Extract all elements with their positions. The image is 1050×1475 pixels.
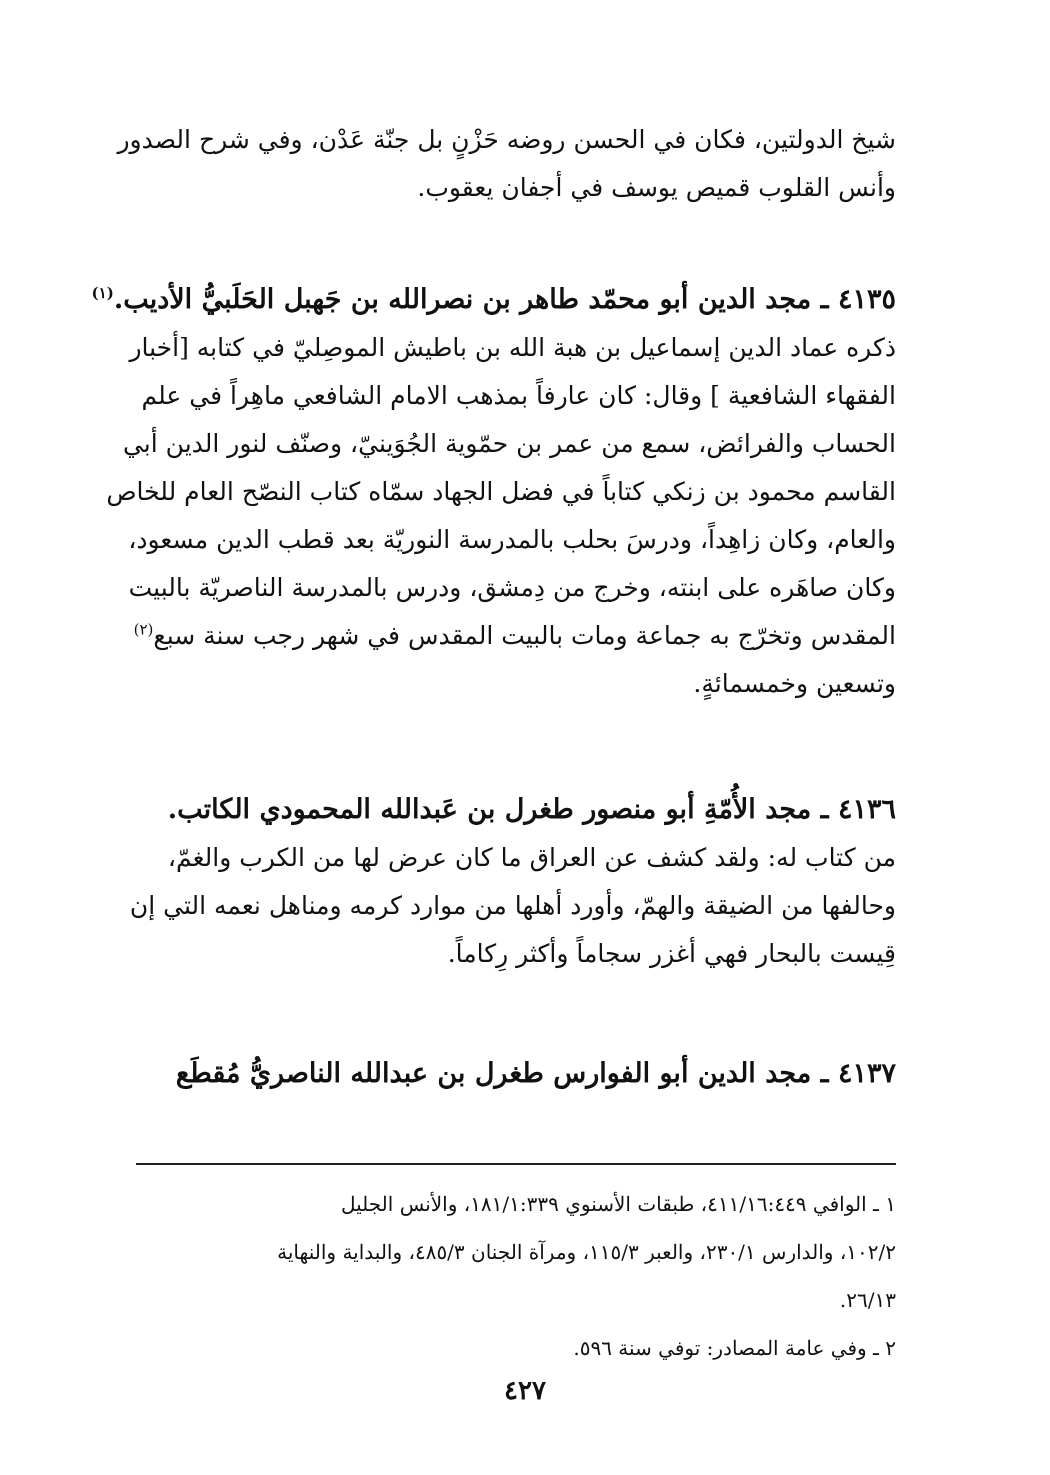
text-line — [133, 612, 896, 660]
text-line: وحالفها من الضيقة والهمّ، وأورد أهلها من موارد كرمه ومناهل نعمه التي إن — [129, 891, 896, 920]
entry-heading — [91, 276, 896, 324]
text-line: شيخ الدولتين، فكان في الحسن روضه حَزْنٍ بل جنّة عَدْن، وفي شرح الصدور — [117, 125, 896, 154]
footnote-line: ٢٦/١٣. — [839, 1288, 896, 1312]
footnote-line: ٢ ـ وفي عامة المصادر: توفي سنة ٥٩٦. — [573, 1336, 896, 1360]
text-line: وكان صاهَره على ابنته، وخرج من دِمشق، ودرس بالمدرسة الناصريّة بالبيت — [128, 573, 896, 602]
footnotes — [136, 1180, 896, 1372]
text-line: ذكره عماد الدين إسماعيل بن هبة الله بن باطيش الموصِليّ في كتابه [أخبار — [129, 333, 896, 362]
entry-4137 — [136, 1050, 896, 1098]
text-line: والعام، وكان زاهِداً، ودرسَ بحلب بالمدرسة النوريّة بعد قطب الدين مسعود، — [128, 525, 896, 554]
intro-paragraph — [117, 116, 896, 212]
entry-heading: ٤١٣٦ ـ مجد الأُمّةِ أبو منصور طغرل بن عَبدالله المحمودي الكاتب. — [167, 794, 896, 825]
footnote-marker: (٢) — [133, 620, 154, 639]
text-line: وتسعين وخمسمائةٍ. — [693, 669, 896, 698]
footnote-marker: (١) — [91, 284, 114, 302]
page-number: ٤٢٧ — [504, 1376, 546, 1406]
entry-4136 — [129, 786, 896, 978]
text-line: الحساب والفرائض، سمع من عمر بن حمّوية الجُوَينيّ، وصنّف لنور الدين أبي — [122, 429, 896, 458]
text-line: القاسم محمود بن زنكي كتاباً في فضل الجهاد سمّاه كتاب النصّح العام للخاص — [106, 477, 896, 506]
heading-text: ٤١٣٥ ـ مجد الدين أبو محمّد طاهر بن نصرالله بن جَهبل الحَلَبيُّ الأديب. — [113, 284, 896, 315]
footnote-line: ١٠٢/٢، والدارس ٢٣٠/١، والعبر ١١٥/٣، ومرآة الجنان ٤٨٥/٣، والبداية والنهاية — [277, 1240, 896, 1264]
entry-heading: ٤١٣٧ ـ مجد الدين أبو الفوارس طغرل بن عبدالله الناصريُّ مُقطَع — [175, 1058, 896, 1089]
text-line: من كتاب له: ولقد كشف عن العراق ما كان عرض لها من الكرب والغمّ، — [167, 843, 896, 872]
entry-4135 — [91, 276, 896, 708]
footnote-divider — [136, 1163, 896, 1165]
line-text: المقدس وتخرّج به جماعة ومات بالبيت المقدس في شهر رجب سنة سبع — [153, 621, 896, 650]
text-line: قِيست بالبحار فهي أغزر سجاماً وأكثر رِكاماً. — [447, 939, 896, 968]
text-line: وأنس القلوب قميص يوسف في أجفان يعقوب. — [417, 173, 896, 202]
text-line: الفقهاء الشافعية ] وقال: كان عارفاً بمذهب الامام الشافعي ماهِراً في علم — [141, 381, 896, 410]
footnote-line: ١ ـ الوافي ٤١١/١٦:٤٤٩، طبقات الأسنوي ١٨١/١:٣٣٩، والأنس الجليل — [340, 1192, 896, 1216]
